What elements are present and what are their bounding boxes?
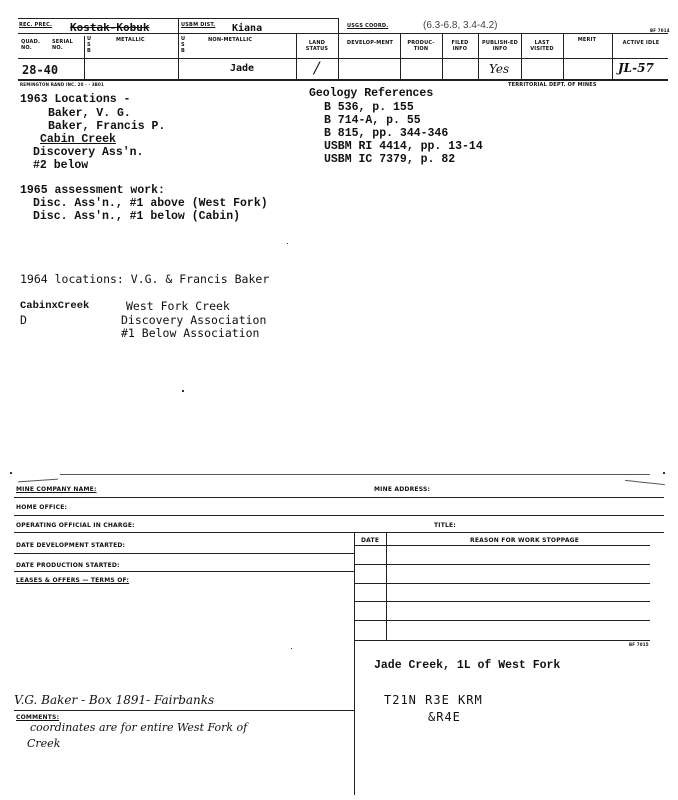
printer-line: REMINGTON RAND INC. 20 · · 3B01 (20, 82, 105, 87)
township-range-line-1: T21N R3E KRM (384, 693, 483, 707)
rec-prec-label: REC. PREC. (19, 22, 53, 28)
rec-prec-value: Kostak-Kobuk (70, 21, 150, 34)
date-col-label: DATE (361, 537, 380, 544)
township-range-line-2: &R4E (428, 710, 461, 724)
leases-label: LEASES & OFFERS — TERMS OF: (16, 577, 130, 584)
title-label: TITLE: (434, 522, 456, 529)
mine-address-label: MINE ADDRESS: (374, 486, 431, 493)
published-value: Yes (489, 62, 510, 76)
handwritten-owner-address: V.G. Baker - Box 1891- Fairbanks (14, 693, 215, 707)
active-idle-value: JL-57 (618, 61, 654, 75)
form-number: BF 7014 (650, 28, 670, 33)
last-visited-label: LAST VISITED (530, 40, 554, 52)
geology-ref-5: USBM IC 7379, p. 82 (324, 153, 456, 166)
metallic-label: METALLIC (116, 37, 145, 43)
locations-1964: 1964 locations: V.G. & Francis Baker (20, 272, 270, 286)
assessment-line-1: Disc. Ass'n., #1 above (West Fork) (33, 197, 268, 210)
form-number-2: BF 7015 (629, 642, 649, 647)
scan-speck (287, 243, 288, 244)
nonmetallic-value: Jade (230, 63, 255, 74)
geology-ref-2: B 714-A, p. 55 (324, 114, 421, 127)
quad-label: QUAD. NO. (21, 39, 41, 51)
operating-official-label: OPERATING OFFICIAL IN CHARGE: (16, 522, 135, 529)
filed-info-label: FILED INFO (451, 40, 469, 52)
production-label: PRODUC-TION (407, 40, 435, 52)
development-label: DEVELOP-MENT (346, 40, 394, 46)
assessment-heading: 1965 assessment work: (20, 184, 165, 197)
mine-company-label: MINE COMPANY NAME: (16, 486, 97, 493)
below-association: #1 Below Association (121, 326, 260, 340)
comments-label: COMMENTS: (16, 714, 60, 721)
geology-ref-1: B 536, p. 155 (324, 101, 414, 114)
geology-ref-3: B 815, pp. 344-346 (324, 127, 449, 140)
land-status-value: / (314, 58, 320, 77)
active-idle-label: ACTIVE IDLE (622, 40, 660, 46)
geology-ref-4: USBM RI 4414, pp. 13-14 (324, 140, 483, 153)
scan-speck (291, 648, 292, 649)
merit-label: MERIT (577, 37, 597, 43)
usbm-dist-label: USBM DIST. (181, 22, 216, 28)
quad-value: 28-40 (22, 63, 59, 77)
comments-line-2: Creek (27, 737, 61, 750)
land-status-label: LAND STATUS (305, 40, 329, 52)
published-info-label: PUBLISH-ED INFO (481, 40, 518, 52)
usbm-dist-value: Kiana (232, 23, 263, 34)
locations-1963-heading: 1963 Locations - (20, 93, 131, 106)
territorial-dept: TERRITORIAL DEPT. OF MINES (508, 82, 597, 88)
comments-line-1: coordinates are for entire West Fork of (30, 721, 248, 734)
scan-speck (663, 472, 665, 474)
nonmetallic-label: NON-METALLIC (208, 37, 253, 43)
location-owner-2: Baker, Francis P. (48, 120, 166, 133)
reason-col-label: REASON FOR WORK STOPPAGE (470, 537, 580, 544)
scan-speck (182, 390, 184, 392)
jade-creek-note: Jade Creek, 1L of West Fork (374, 659, 561, 672)
home-office-label: HOME OFFICE: (16, 504, 68, 511)
usgs-coord-label: USGS COORD. (347, 23, 389, 29)
scan-speck (10, 472, 12, 474)
assessment-line-2: Disc. Ass'n., #1 below (Cabin) (33, 210, 241, 223)
location-claim-2: #2 below (33, 159, 89, 172)
metallic-usb-letters: U S B (87, 36, 92, 54)
west-fork-creek: West Fork Creek (126, 299, 230, 313)
discovery-association: Discovery Association (121, 313, 267, 327)
geology-title: Geology References (309, 87, 434, 100)
struck-cabin-creek: CabinxCreek (20, 300, 90, 312)
location-owner-1: Baker, V. G. (48, 107, 131, 120)
usgs-coord-value: (6.3-6.8, 3.4-4.2) (423, 20, 498, 31)
serial-label: SERIAL NO. (52, 39, 73, 51)
date-development-label: DATE DEVELOPMENT STARTED: (16, 542, 126, 549)
date-production-label: DATE PRODUCTION STARTED: (16, 562, 120, 569)
nonmetallic-usb-letters: U S B (181, 36, 186, 54)
location-claim-1: Discovery Ass'n. (33, 146, 144, 159)
d-letter: D (20, 313, 27, 327)
location-creek: Cabin Creek (40, 133, 116, 146)
